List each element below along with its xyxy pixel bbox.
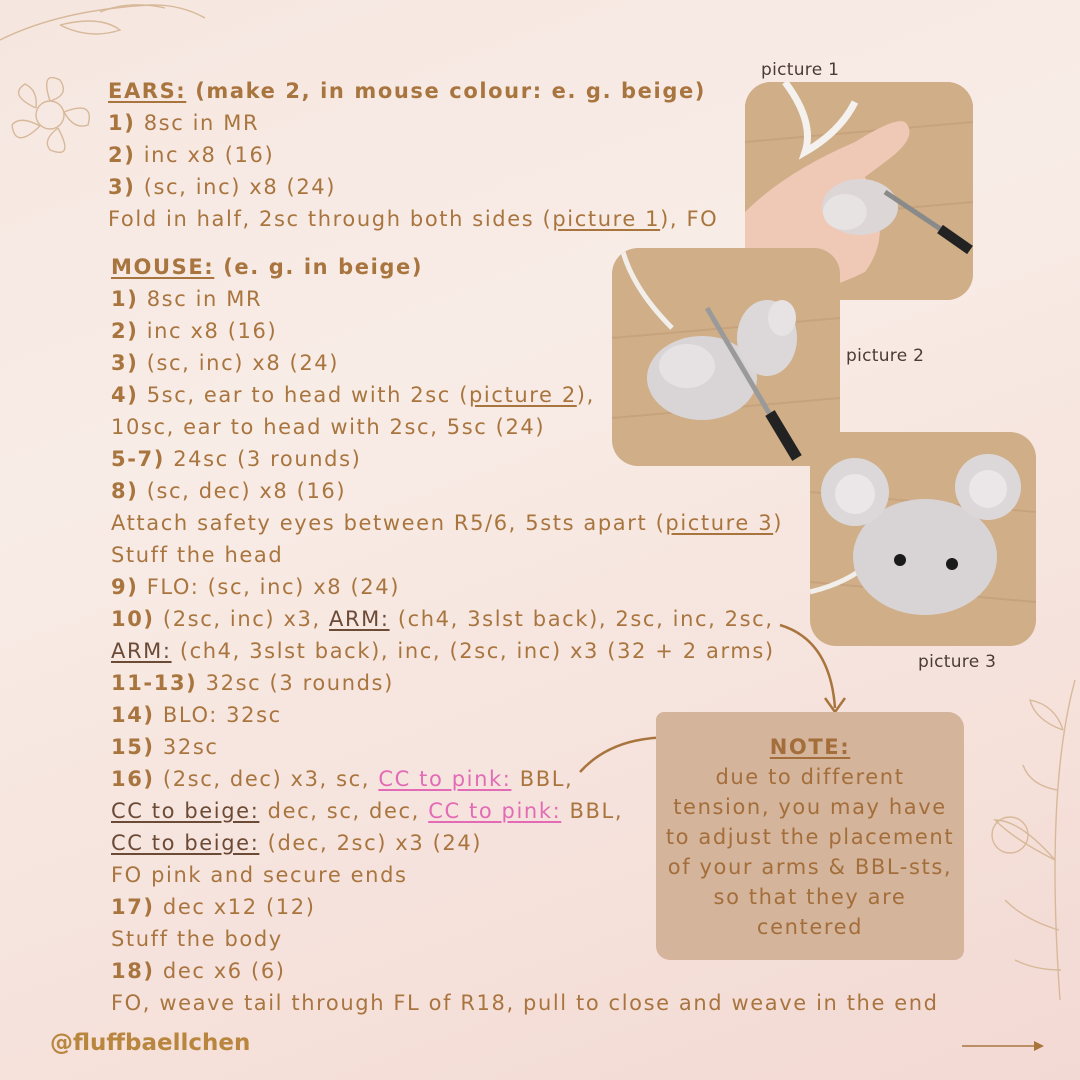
picture-2-label: picture 2 <box>846 346 925 366</box>
note-line: due to different <box>715 765 905 789</box>
ears-step-3: 3) (sc, inc) x8 (24) <box>108 175 337 199</box>
cc-to-beige-label: CC to beige: <box>111 831 260 855</box>
next-arrow-icon[interactable] <box>962 1038 1048 1054</box>
picture-1-label: picture 1 <box>761 60 840 80</box>
mouse-step-17: 17) dec x12 (12) <box>111 895 316 919</box>
mouse-step-16: 16) (2sc, dec) x3, sc, CC to pink: BBL, <box>111 767 574 791</box>
mouse-step-11-13: 11-13) 32sc (3 rounds) <box>111 671 394 695</box>
mouse-step-16-cont: CC to beige: dec, sc, dec, CC to pink: BBL, <box>111 799 624 823</box>
mouse-step-3: 3) (sc, inc) x8 (24) <box>111 351 340 375</box>
final-instruction: FO, weave tail through FL of R18, pull to close and weave in the end <box>111 991 939 1015</box>
note-line: of your arms & BBL-sts, <box>667 855 953 879</box>
ears-step-2: 2) inc x8 (16) <box>108 143 275 167</box>
picture-2-reference: picture 2 <box>469 383 577 407</box>
note-line: so that they are <box>713 885 907 909</box>
mouse-step-15: 15) 32sc <box>111 735 219 759</box>
stuff-body-instruction: Stuff the body <box>111 927 283 951</box>
picture-3-photo <box>810 432 1036 646</box>
note-title: NOTE: <box>769 735 851 759</box>
ears-fold-instruction: Fold in half, 2sc through both sides (picture 1), FO <box>108 207 719 231</box>
ears-heading-sub: (make 2, in mouse colour: e. g. beige) <box>186 79 707 103</box>
mouse-step-18: 18) dec x6 (6) <box>111 959 286 983</box>
mouse-step-4: 4) 5sc, ear to head with 2sc (picture 2), <box>111 383 595 407</box>
arm-label: ARM: <box>329 607 390 631</box>
mouse-step-16-cont-2: CC to beige: (dec, 2sc) x3 (24) <box>111 831 483 855</box>
mouse-step-2: 2) inc x8 (16) <box>111 319 278 343</box>
mouse-step-1: 1) 8sc in MR <box>111 287 263 311</box>
ears-heading-line <box>108 79 706 103</box>
cc-to-pink-label: CC to pink: <box>428 799 562 823</box>
arrow-to-note-icon <box>775 620 855 720</box>
picture-1-reference: picture 1 <box>552 207 661 231</box>
note-line: to adjust the placement <box>665 825 955 849</box>
mouse-step-14: 14) BLO: 32sc <box>111 703 282 727</box>
mouse-step-9: 9) FLO: (sc, inc) x8 (24) <box>111 575 400 599</box>
arm-label: ARM: <box>111 639 172 663</box>
author-handle: @fluffbaellchen <box>50 1030 251 1056</box>
mouse-step-5-7: 5-7) 24sc (3 rounds) <box>111 447 362 471</box>
fo-pink-instruction: FO pink and secure ends <box>111 863 408 887</box>
picture-3-label: picture 3 <box>918 652 997 672</box>
note-box <box>656 712 964 960</box>
mouse-step-4-cont: 10sc, ear to head with 2sc, 5sc (24) <box>111 415 546 439</box>
mouse-step-8: 8) (sc, dec) x8 (16) <box>111 479 347 503</box>
safety-eyes-instruction: Attach safety eyes between R5/6, 5sts apart (picture 3) <box>111 511 783 535</box>
note-line: tension, you may have <box>673 795 947 819</box>
ears-step-1: 1) 8sc in MR <box>108 111 260 135</box>
picture-3-reference: picture 3 <box>665 511 774 535</box>
ears-heading: EARS: <box>108 79 187 103</box>
mouse-step-10-cont: ARM: (ch4, 3slst back), inc, (2sc, inc) x3 (32 + 2 arms) <box>111 639 775 663</box>
cc-to-pink-label: CC to pink: <box>378 767 512 791</box>
cc-to-beige-label: CC to beige: <box>111 799 260 823</box>
mouse-heading-line: MOUSE: (e. g. in beige) <box>111 255 424 279</box>
stuff-head-instruction: Stuff the head <box>111 543 284 567</box>
mouse-step-10: 10) (2sc, inc) x3, ARM: (ch4, 3slst back), 2sc, inc, 2sc, <box>111 607 774 631</box>
mouse-heading: MOUSE: <box>111 255 215 279</box>
note-line: centered <box>756 915 864 939</box>
floral-decoration-right <box>975 670 1080 1010</box>
picture-2-photo <box>612 248 840 466</box>
